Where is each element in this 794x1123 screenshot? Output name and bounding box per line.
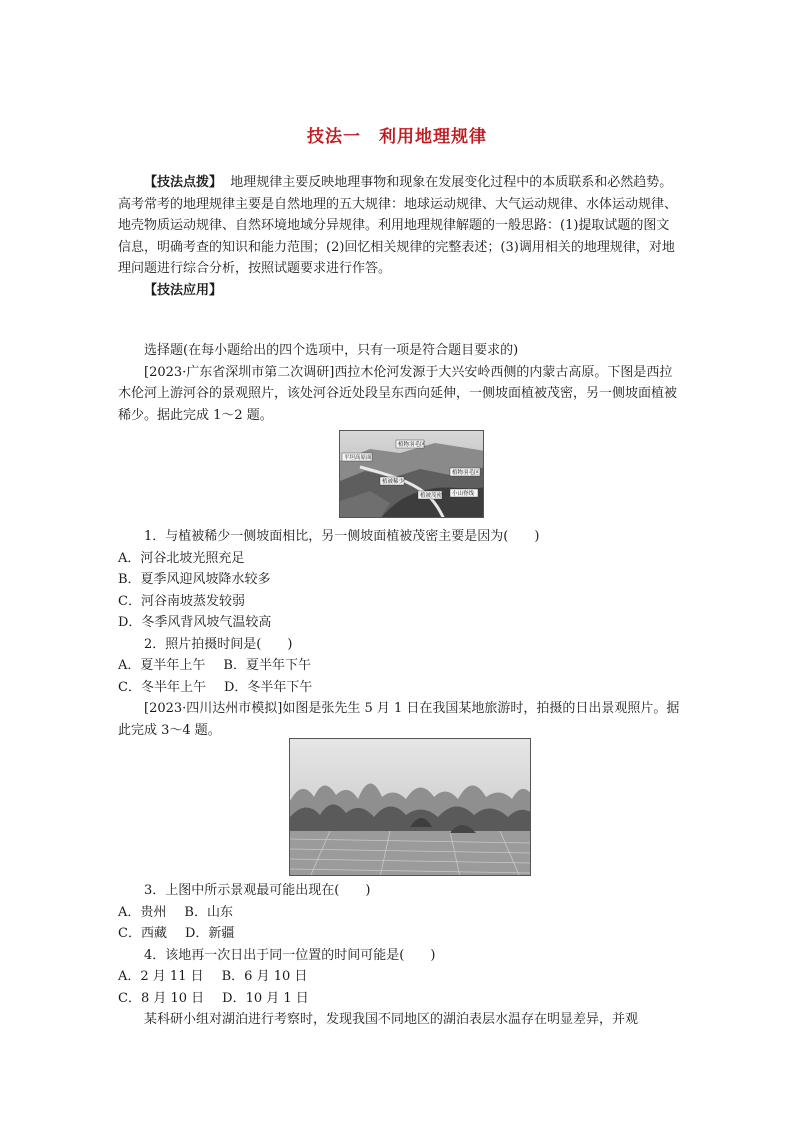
q3-option-d: D．新疆 (184, 926, 235, 941)
q2-options-row-2 (118, 677, 680, 699)
tips-label: 【技法点拨】 (144, 175, 223, 190)
fig1-label-6: 小山脊线 (452, 491, 475, 497)
stem-3: 某科研小组对湖泊进行考察时，发现我国不同地区的湖泊表层水温存在明显差异，并观 (144, 1012, 639, 1027)
question-block-1 (118, 340, 680, 426)
river-valley-photo (339, 430, 484, 518)
questions-3-4 (118, 880, 680, 1031)
q3-stem: 3．上图中所示景观最可能出现在( ) (144, 883, 371, 898)
tips-paragraph (118, 172, 680, 280)
q4-options-row-2 (118, 988, 680, 1010)
stem-2: [2023·四川达州市模拟]如图是张先生 5 月 1 日在我国某地旅游时，拍摄的日出景观照片。据此完成 3～4 题。 (118, 701, 680, 738)
tips-text: 地理规律主要反映地理事物和现象在发展变化过程中的本质联系和必然趋势。高考常考的地理规律主要是自然地理的五大规律：地球运动规律、大气运动规律、水体运动规律、地壳物质运动规律、自然环境地域分异规律。利用地理规律解题的一般思路：(1)提取试题的图文信息，明确考查的知识和能力范围；(2)回忆相关规律的完整表述；(3)调用相关的地理规律，对地理问题进行综合分析，按照试题要求进行作答。 (118, 175, 678, 276)
tips-section (118, 172, 680, 301)
application-label: 【技法应用】 (144, 282, 223, 298)
q4-option-c: C．8 月 10 日 (118, 990, 205, 1006)
fig1-label-1: 植物羽毛区 (398, 442, 426, 448)
q2-option-c: C．冬半年上午 (118, 679, 206, 695)
q3-option-c: C．西藏 (118, 926, 167, 941)
q4-options-row-1 (118, 966, 680, 988)
q2-options-row-1 (118, 655, 680, 677)
section-heading: 选择题(在每小题给出的四个选项中，只有一项是符合题目要求的) (144, 343, 519, 358)
sunrise-landscape-photo (289, 738, 531, 876)
q3-option-a: A．贵州 (118, 904, 167, 920)
q4-option-d: D．10 月 1 日 (222, 990, 309, 1006)
q3-option-b: B．山东 (184, 904, 233, 920)
q1-stem: 1．与植被稀少一侧坡面相比，另一侧坡面植被茂密主要是因为( ) (144, 529, 540, 544)
q2-option-a: A．夏半年上午 (118, 658, 206, 673)
fig1-label-5: 植被茂密 (420, 493, 443, 499)
q2-stem: 2．照片拍摄时间是( ) (144, 636, 293, 652)
q1-option-b: B．夏季风迎风坡降水较多 (118, 572, 271, 587)
questions-1-2 (118, 526, 680, 741)
stem-1: [2023·广东省深圳市第二次调研]西拉木伦河发源于大兴安岭西侧的内蒙古高原。下图是西拉木伦河上游河谷的景观照片，该处河谷近处段呈东西向延伸，一侧坡面植被茂密，另一侧坡面植被稀少。据此完成 1～2 题。 (118, 364, 678, 423)
q2-option-d: D．冬半年下午 (223, 679, 313, 695)
q3-options-row-1 (118, 902, 680, 924)
fig1-label-2: 平坦高原面 (344, 455, 372, 461)
q1-option-d: D．冬季风背风坡气温较高 (118, 615, 272, 630)
fig1-label-4: 植物羽毛区 (452, 470, 480, 476)
river-valley-image (340, 431, 484, 518)
q1-option-a: A．河谷北坡光照充足 (118, 550, 245, 566)
q4-option-a: A．2 月 11 日 (118, 969, 204, 984)
q4-option-b: B．6 月 10 日 (221, 969, 308, 984)
sunrise-landscape-image (290, 739, 531, 876)
fig1-label-3: 植被稀少 (382, 479, 405, 485)
q1-option-c: C．河谷南坡蒸发较弱 (118, 593, 245, 609)
q2-option-b: B．夏半年下午 (223, 658, 311, 673)
page-title: 技法一 利用地理规律 (307, 127, 487, 147)
q4-stem: 4．该地再一次日出于同一位置的时间可能是( ) (144, 947, 436, 963)
q3-options-row-2 (118, 923, 680, 945)
